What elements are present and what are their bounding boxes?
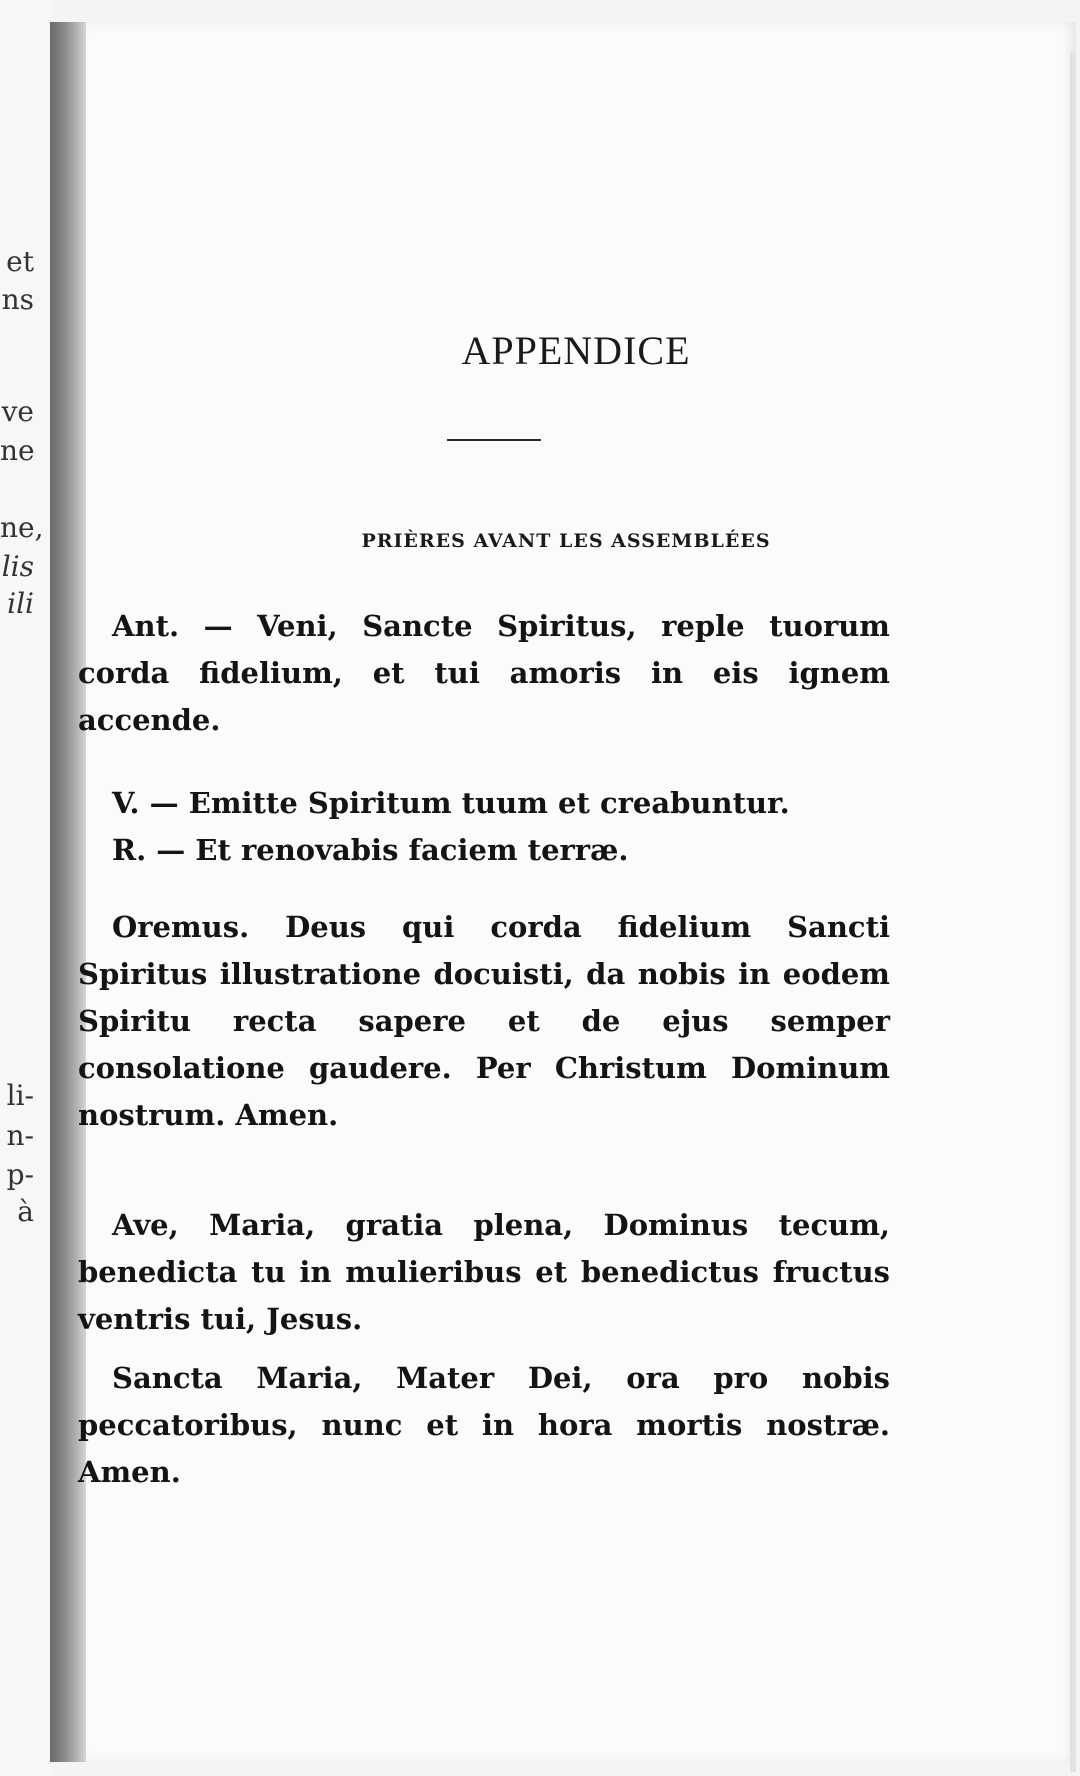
- sancta-maria-paragraph: [78, 1355, 890, 1496]
- section-heading: PRIÈRES AVANT LES ASSEMBLÉES: [361, 530, 771, 552]
- ave-maria-paragraph: [78, 1202, 890, 1343]
- book-page: [78, 22, 1076, 1762]
- facing-page-fragment: ne: [0, 434, 35, 467]
- facing-page-fragment: li-: [6, 1079, 34, 1112]
- facing-page-fragment: lis: [1, 550, 34, 583]
- facing-page-fragment: p-: [6, 1158, 34, 1191]
- oremus-text: Oremus. Deus qui corda fidelium Sancti Spiritus illustratione docuisti, da nobis in eodem Spiritu recta sapere et de ejus semper consolatione gaudere. Per Christum Dominum nostrum. Amen.: [78, 910, 890, 1132]
- page-title: APPENDICE: [461, 328, 691, 373]
- versicle-line: V. — Emitte Spiritum tuum et creabuntur.: [112, 786, 790, 820]
- facing-page-fragment: ne,: [0, 511, 44, 544]
- sancta-maria-text: Sancta Maria, Mater Dei, ora pro nobis peccatoribus, nunc et in hora mortis nostræ. Amen.: [78, 1361, 890, 1489]
- ave-maria-text: Ave, Maria, gratia plena, Dominus tecum, benedicta tu in mulieribus et benedictus fructus ventris tui, Jesus.: [78, 1208, 890, 1336]
- page-edge-shadow: [1070, 52, 1076, 1772]
- facing-page-fragment: à: [17, 1195, 34, 1228]
- facing-page-fragment: n-: [6, 1119, 34, 1152]
- facing-page-fragment: ns: [1, 283, 34, 316]
- response-line: R. — Et renovabis faciem terræ.: [112, 833, 629, 867]
- oremus-paragraph: [78, 904, 890, 1139]
- book-binding-gutter: [50, 22, 88, 1762]
- antiphon-text: Ant. — Veni, Sancte Spiritus, reple tuorum corda fidelium, et tui amoris in eis ignem accende.: [78, 609, 890, 737]
- title-rule: [447, 439, 541, 441]
- facing-page-edge: [0, 0, 52, 1776]
- facing-page-fragment: et: [6, 245, 34, 278]
- facing-page-fragment: ili: [7, 587, 34, 620]
- antiphon-paragraph: [78, 603, 890, 744]
- facing-page-fragment: ve: [1, 395, 34, 428]
